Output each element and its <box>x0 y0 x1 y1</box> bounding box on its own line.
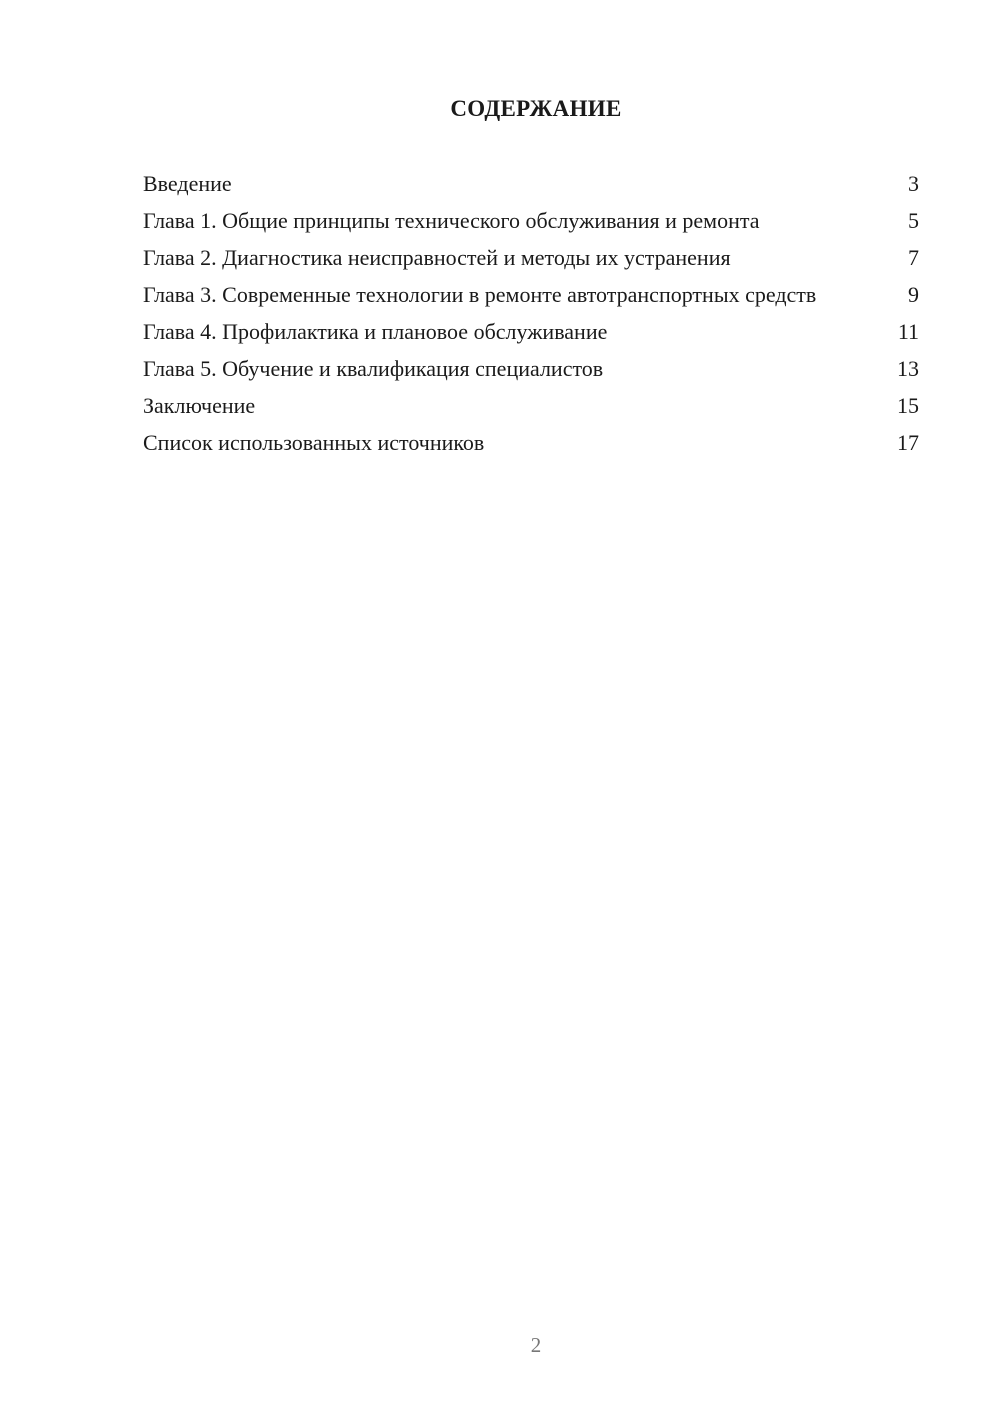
toc-item-chapter-2[interactable] <box>143 244 919 271</box>
toc-item-page: 11 <box>897 319 919 344</box>
toc-item-text: Введение <box>143 171 232 196</box>
toc-item-conclusion[interactable] <box>143 392 919 419</box>
toc-item-text: Глава 5. Обучение и квалификация специалистов <box>143 356 604 381</box>
toc-item-page: 9 <box>908 282 919 307</box>
toc-item-chapter-4[interactable] <box>143 318 919 345</box>
toc-item-introduction[interactable] <box>143 170 919 197</box>
toc-item-chapter-1[interactable] <box>143 207 919 234</box>
toc-item-page: 5 <box>908 208 919 233</box>
toc-item-text: Список использованных источников <box>143 430 485 455</box>
toc-item-text: Глава 1. Общие принципы технического обслуживания и ремонта <box>143 208 760 233</box>
toc-item-text: Глава 2. Диагностика неисправностей и методы их устранения <box>143 245 731 270</box>
toc-item-text: Глава 3. Современные технологии в ремонте автотранспортных средств <box>143 282 817 307</box>
table-of-contents <box>143 170 919 466</box>
toc-item-text: Заключение <box>143 393 256 418</box>
page-number: 2 <box>530 1333 542 1357</box>
toc-item-chapter-5[interactable] <box>143 355 919 382</box>
toc-item-page: 15 <box>897 393 919 418</box>
toc-item-page: 3 <box>908 171 919 196</box>
toc-item-page: 7 <box>908 245 919 270</box>
toc-item-text: Глава 4. Профилактика и плановое обслуживание <box>143 319 608 344</box>
toc-title: СОДЕРЖАНИЕ <box>450 96 622 121</box>
toc-item-page: 13 <box>897 356 919 381</box>
toc-item-references[interactable] <box>143 429 919 456</box>
toc-item-chapter-3[interactable] <box>143 281 919 308</box>
toc-item-page: 17 <box>897 430 919 455</box>
